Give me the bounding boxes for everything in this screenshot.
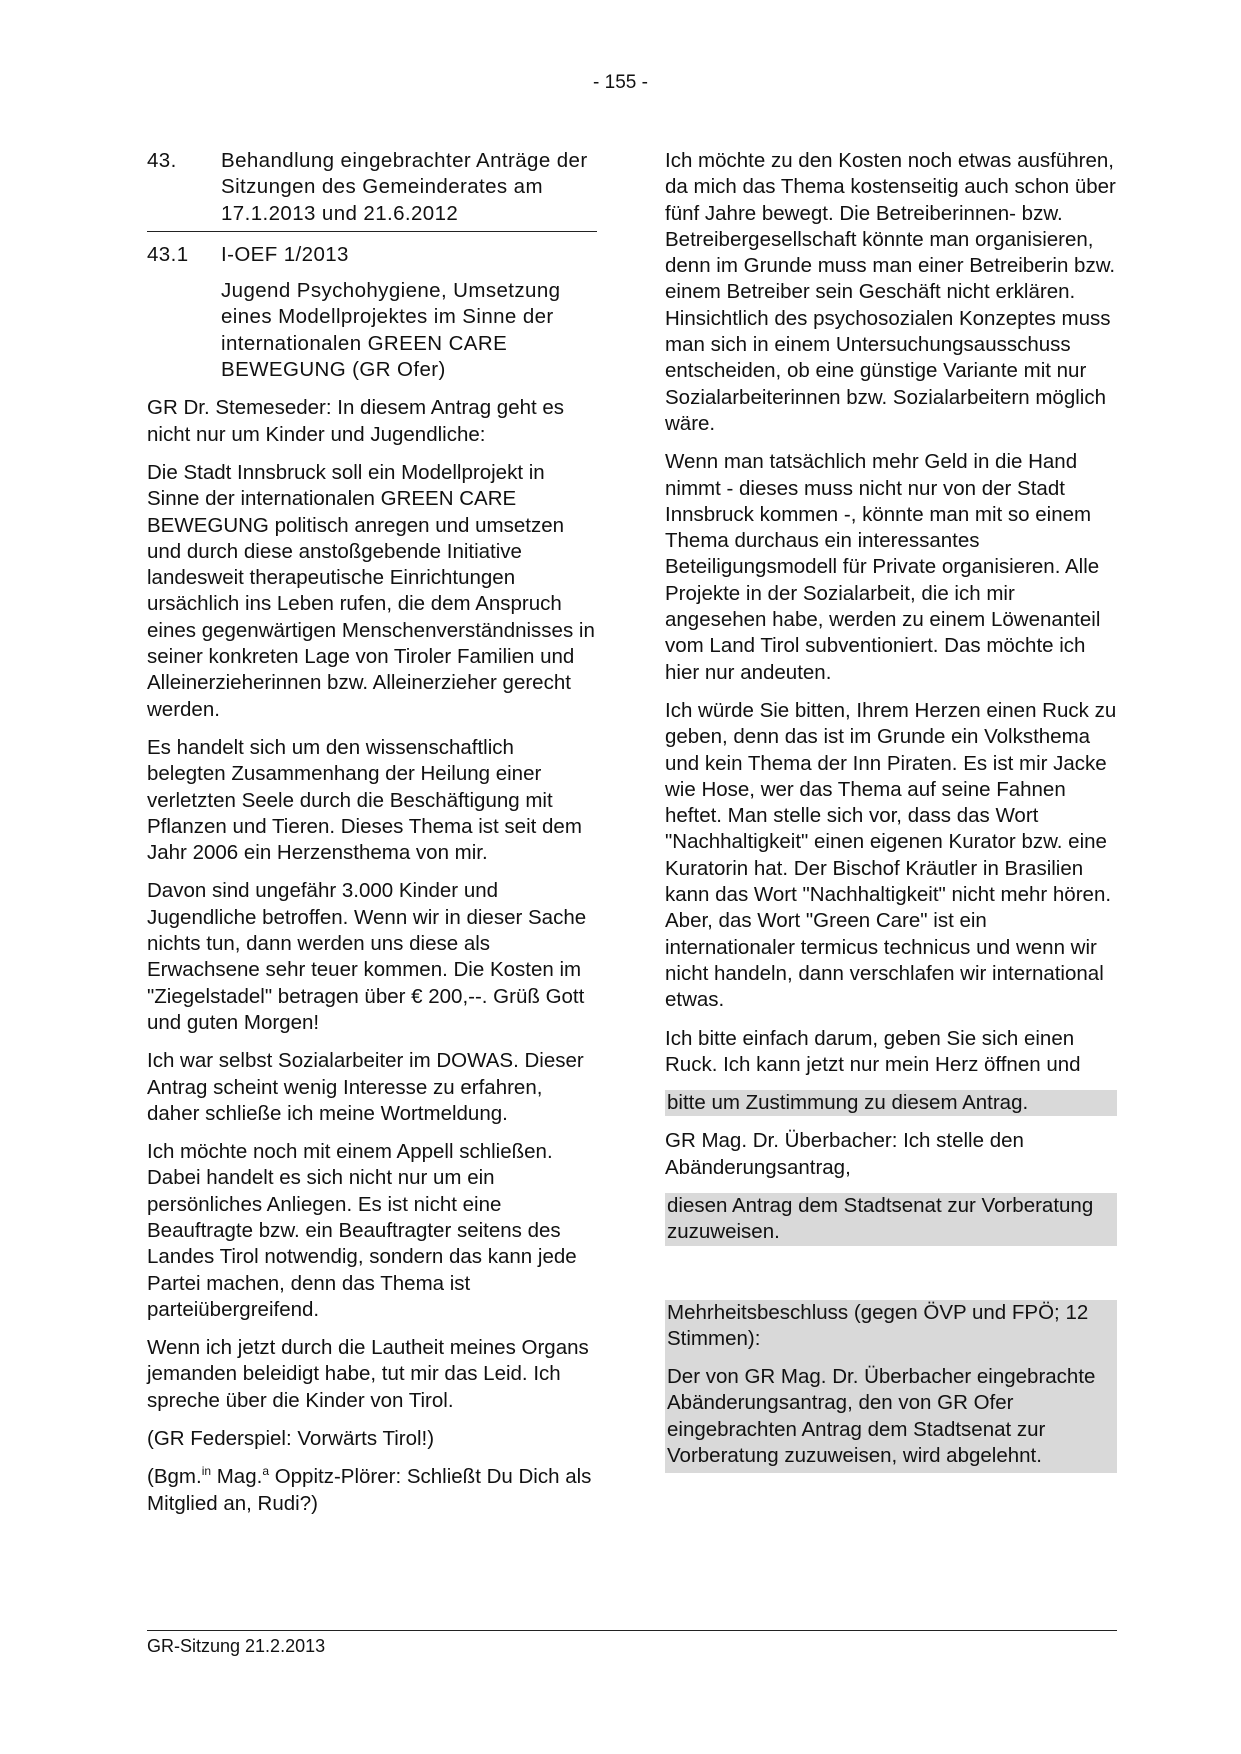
- paragraph: Ich möchte zu den Kosten noch etwas ausführen, da mich das Thema kostenseitig auch schon über fünf Jahre bewegt. Die Betreiberinnen- bzw. Betreibergesellschaft könnte man organisieren, denn im Grunde muss man einer Betreiberin bzw. einem Betreiber sein Geschäft nicht erklären. Hinsichtlich des psychosozialen Konzeptes muss man sich in einem Untersuchungsausschuss entscheiden, ob eine günstige Variante mit nur Sozialarbeiterinnen bzw. Sozialarbeitern möglich wäre.: [665, 149, 1116, 435]
- interjection-mayor: [147, 1464, 597, 1517]
- paragraph: Wenn ich jetzt durch die Lautheit meines Organs jemanden beleidigt habe, tut mir das Leid. Ich spreche über die Kinder von Tirol.: [147, 1336, 589, 1412]
- paragraph: Ich bitte einfach darum, geben Sie sich einen Ruck. Ich kann jetzt nur mein Herz öffnen und: [665, 1026, 1081, 1076]
- left-column: [147, 148, 597, 1529]
- interjection-rest: Oppitz-Plörer: Schließt Du Dich als Mitglied an, Rudi?): [147, 1465, 592, 1515]
- sub-agenda-code: I-OEF 1/2013: [221, 242, 349, 266]
- sub-agenda-title: Jugend Psychohygiene, Umsetzung eines Modellprojektes im Sinne der internationalen GREEN CARE BEWEGUNG (GR Ofer): [221, 279, 561, 382]
- agenda-item-43: [147, 148, 597, 232]
- footer: GR-Sitzung 21.2.2013: [147, 1630, 1117, 1657]
- agenda-item-43-1: [147, 242, 597, 268]
- sub-agenda-number: 43.1: [147, 242, 189, 266]
- amendment-text: diesen Antrag dem Stadtsenat zur Vorberatung zuzuweisen.: [665, 1193, 1117, 1246]
- paragraph: Wenn man tatsächlich mehr Geld in die Hand nimmt - dieses muss nicht nur von der Stadt Innsbruck kommen -, könnte man mit so einem Thema durchaus ein interessantes Beteiligungsmodell für Private organisieren. Alle Projekte in der Sozialarbeit, die ich mir angesehen habe, werden zu einem Löwenanteil vom Land Tirol subventioniert. Das möchte ich hier nur andeuten.: [665, 450, 1101, 684]
- motion-request: bitte um Zustimmung zu diesem Antrag.: [665, 1090, 1117, 1116]
- right-column: [665, 148, 1117, 1473]
- superscript: a: [262, 1464, 269, 1479]
- resolution-box: [665, 1300, 1117, 1474]
- resolution-text: Der von GR Mag. Dr. Überbacher eingebrachte Abänderungsantrag, den von GR Ofer eingebrachten Antrag dem Stadtsenat zur Vorberatung zuzuweisen, wird abgelehnt.: [667, 1365, 1096, 1468]
- interjection-federspiel: (GR Federspiel: Vorwärts Tirol!): [147, 1427, 435, 1451]
- resolution-heading: Mehrheitsbeschluss (gegen ÖVP und FPÖ; 12 Stimmen):: [667, 1300, 1089, 1350]
- agenda-title: Behandlung eingebrachter Anträge der Sitzungen des Gemeinderates am 17.1.2013 und 21.6.2012: [221, 149, 588, 225]
- interjection-mid: Mag.: [211, 1465, 263, 1489]
- paragraph: GR Dr. Stemeseder: In diesem Antrag geht es nicht nur um Kinder und Jugendliche:: [147, 396, 565, 446]
- page-number: - 155 -: [593, 72, 648, 93]
- interjection-prefix: (Bgm.: [147, 1465, 202, 1489]
- spacer: [665, 1258, 1117, 1300]
- agenda-number: 43.: [147, 149, 177, 172]
- amendment-intro: GR Mag. Dr. Überbacher: Ich stelle den Abänderungsantrag,: [665, 1129, 1024, 1179]
- paragraph: Davon sind ungefähr 3.000 Kinder und Jugendliche betroffen. Wenn wir in dieser Sache nichts tun, dann werden uns diese als Erwachsene sehr teuer kommen. Die Kosten im "Ziegelstadel" betragen über € 200,--. Grüß Gott und guten Morgen!: [147, 879, 587, 1034]
- superscript: in: [201, 1464, 212, 1479]
- paragraph: Ich war selbst Sozialarbeiter im DOWAS. Dieser Antrag scheint wenig Interesse zu erfahren, daher schließe ich meine Wortmeldung.: [147, 1049, 584, 1125]
- paragraph: Ich würde Sie bitten, Ihrem Herzen einen Ruck zu geben, denn das ist im Grunde ein Volksthema und kein Thema der Inn Piraten. Es ist mir Jacke wie Hose, wer das Thema auf seine Fahnen heftet. Man stelle sich vor, dass das Wort "Nachhaltigkeit" einen eigenen Kurator bzw. eine Kuratorin hat. Der Bischof Kräutler in Brasilien kann das Wort "Nachhaltigkeit" nicht mehr hören. Aber, das Wort "Green Care" ist ein internationaler termicus technicus und wenn wir nicht handeln, dann verschlafen wir international etwas.: [665, 698, 1117, 1012]
- paragraph: Es handelt sich um den wissenschaftlich belegten Zusammenhang der Heilung einer verletzten Seele durch die Beschäftigung mit Pflanzen und Tieren. Dieses Thema ist seit dem Jahr 2006 ein Herzensthema von mir.: [147, 735, 582, 865]
- paragraph: Ich möchte noch mit einem Appell schließen. Dabei handelt es sich nicht nur um ein persönliches Anliegen. Es ist nicht eine Beauftragte bzw. ein Beauftragter seitens des Landes Tirol notwendig, sondern das kann jede Partei machen, denn das Thema ist parteiübergreifend.: [147, 1140, 577, 1321]
- paragraph: Die Stadt Innsbruck soll ein Modellprojekt in Sinne der internationalen GREEN CARE BEWEGUNG politisch anregen und umsetzen und durch diese anstoßgebende Initiative landesweit therapeutische Einrichtungen ursächlich ins Leben rufen, die dem Anspruch eines gegenwärtigen Menschenverständnisses in seiner konkreten Lage von Tiroler Familien und Alleinerzieherinnen bzw. Alleinerzieher gerecht werden.: [147, 460, 595, 721]
